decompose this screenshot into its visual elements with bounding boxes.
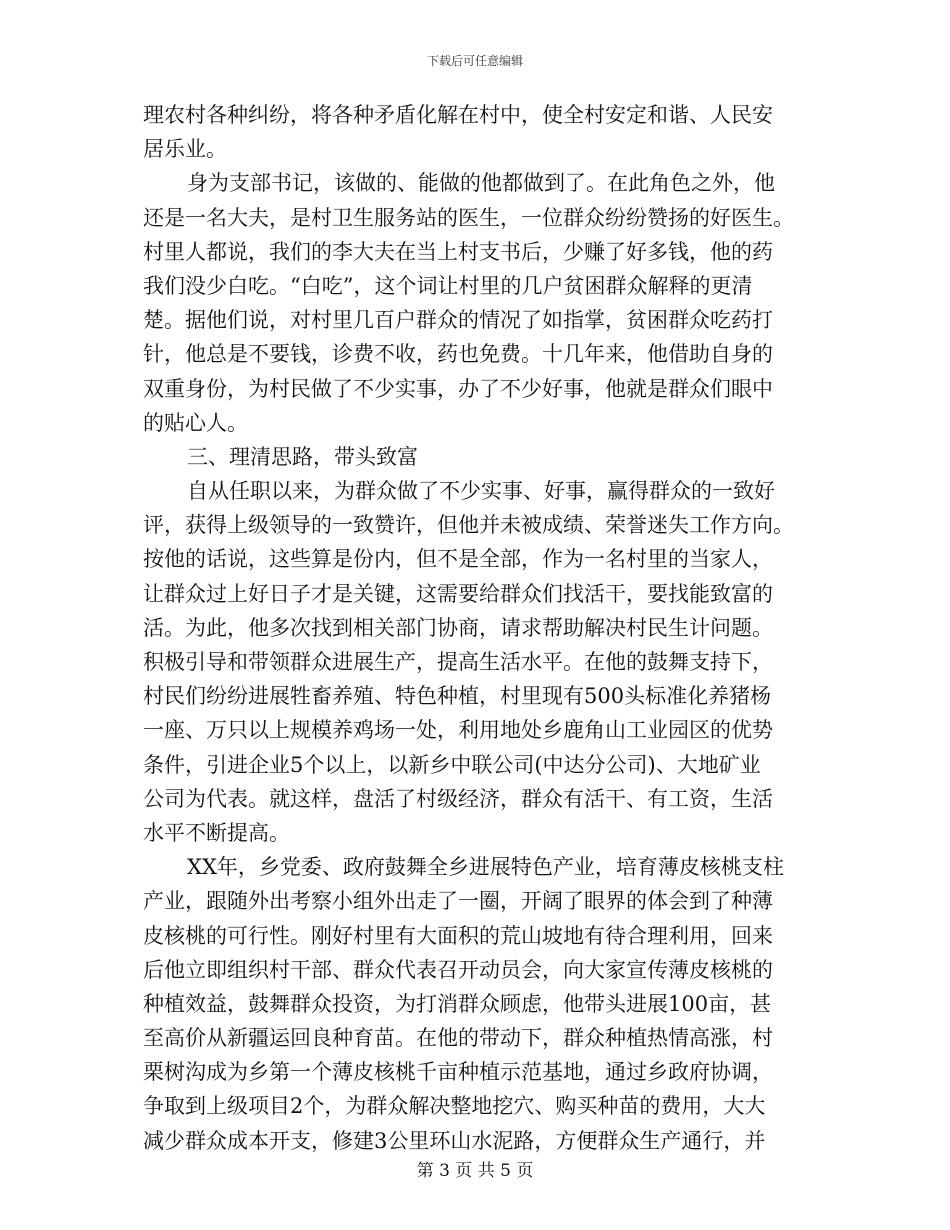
text-line: 三、理清思路，带头致富 (187, 444, 418, 469)
text-line: 楚。据他们说，对村里几百户群众的情况了如指掌，贫困群众吃药打 (143, 308, 773, 333)
text-line: 自从任职以来，为群众做了不少实事、好事，赢得群众的一致好 (187, 479, 775, 504)
text-line: 减少群众成本开支，修建3公里环山水泥路，方便群众生产通行，并 (143, 1128, 766, 1153)
page-header: 下载后可任意编辑 (426, 54, 523, 68)
text-line: 村民们纷纷进展牲畜养殖、特色种植，村里现有500头标准化养猪杨 (143, 684, 772, 709)
text-line: 的贴心人。 (143, 410, 248, 435)
text-line: 双重身份，为村民做了不少实事，办了不少好事，他就是群众们眼中 (143, 376, 773, 401)
text-line: 居乐业。 (143, 137, 227, 162)
text-line: 条件，引进企业5个以上，以新乡中联公司(中达分公司)、大地矿业 (143, 752, 761, 777)
text-line: 让群众过上好日子才是关键，这需要给群众们找活干，要找能致富的 (143, 581, 773, 606)
text-line: 争取到上级项目2个，为群众解决整地挖穴、购买种苗的费用，大大 (143, 1094, 766, 1119)
text-line: 至高价从新疆运回良种育苗。在他的带动下，群众种植热情高涨，村 (143, 1026, 773, 1051)
text-line: 理农村各种纠纷，将各种矛盾化解在村中，使全村安定和谐、人民安 (143, 103, 773, 127)
text-line: 积极引导和带领群众进展生产，提高生活水平。在他的鼓舞支持下， (143, 650, 773, 674)
text-line: 一座、万只以上规模养鸡场一处，利用地处乡鹿角山工业园区的优势 (143, 718, 773, 743)
text-line: XX年，乡党委、政府鼓舞全乡进展特色产业，培育薄皮核桃支柱 (187, 855, 784, 880)
document-body (143, 98, 807, 1158)
page-footer: 第 3 页 共 5 页 (416, 1161, 534, 1181)
text-line: 产业，跟随外出考察小组外出走了一圈，开阔了眼界的体会到了种薄 (143, 889, 773, 914)
text-line: 栗树沟成为乡第一个薄皮核桃千亩种植示范基地，通过乡政府协调， (143, 1060, 773, 1085)
text-line: 公司为代表。就这样，盘活了村级经济，群众有活干、有工资，生活 (143, 786, 773, 811)
text-line: 活。为此，他多次找到相关部门协商，请求帮助解决村民生计问题。 (143, 615, 773, 640)
text-line: 村里人都说，我们的李大夫在当上村支书后，少赚了好多钱，他的药 (143, 239, 773, 264)
text-line: 我们没少白吃。“白吃”，这个词让村里的几户贫困群众解释的更清 (143, 273, 753, 298)
text-line: 水平不断提高。 (143, 820, 290, 845)
text-line: 评，获得上级领导的一致赞许，但他并未被成绩、荣誉迷失工作方向。 (143, 513, 794, 538)
text-line: 种植效益，鼓舞群众投资，为打消群众顾虑，他带头进展100亩，甚 (143, 991, 772, 1016)
text-line: 按他的话说，这些算是份内，但不是全部，作为一名村里的当家人， (143, 547, 773, 572)
text-line: 针，他总是不要钱，诊费不收，药也免费。十几年来，他借助自身的 (143, 342, 773, 367)
text-line: 皮核桃的可行性。刚好村里有大面积的荒山坡地有待合理利用，回来 (143, 923, 773, 948)
text-line: 还是一名大夫，是村卫生服务站的医生，一位群众纷纷赞扬的好医生。 (143, 205, 794, 230)
text-line: 后他立即组织村干部、群众代表召开动员会，向大家宣传薄皮核桃的 (143, 957, 773, 982)
text-line: 身为支部书记，该做的、能做的他都做到了。在此角色之外，他 (187, 171, 775, 196)
